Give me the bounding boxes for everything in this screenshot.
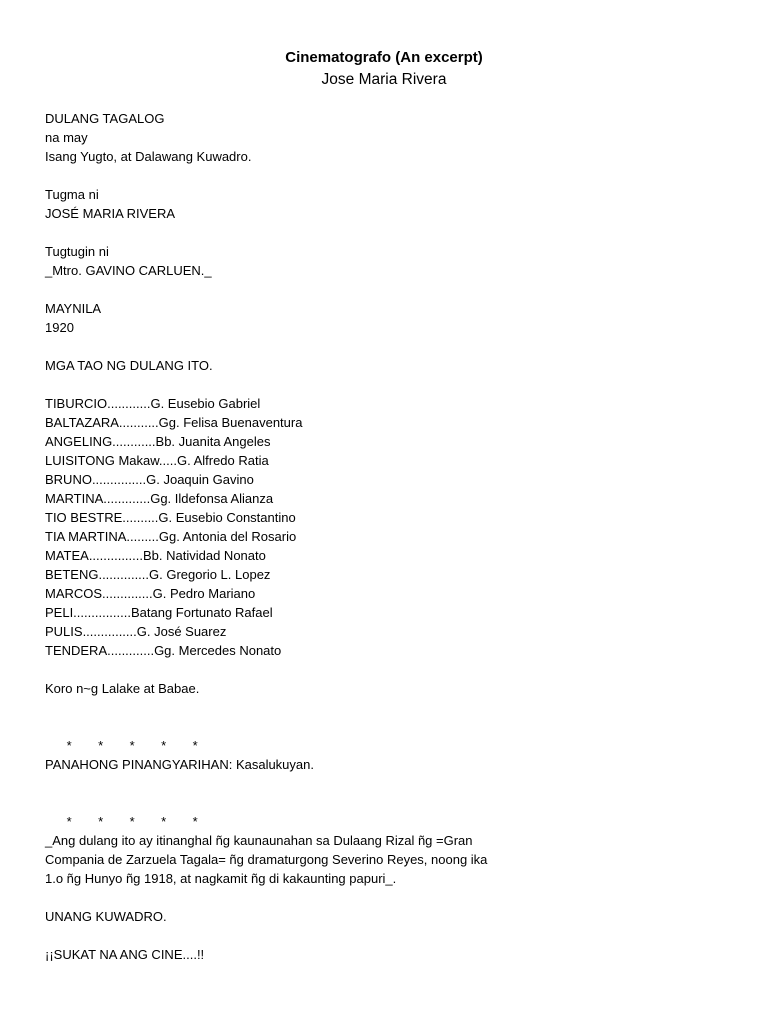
front-matter-line: JOSÉ MARIA RIVERA — [45, 206, 176, 221]
front-matter-line: Tugma ni — [45, 187, 99, 202]
cast-item: LUISITONG Makaw.....G. Alfredo Ratia — [45, 453, 269, 468]
document-body — [45, 109, 735, 964]
separator-star: * — [66, 814, 72, 829]
separator-star: * — [98, 738, 104, 753]
front-matter-line: MAYNILA — [45, 301, 102, 316]
cast-heading: MGA TAO NG DULANG ITO. — [45, 358, 213, 373]
separator-star: * — [192, 738, 198, 753]
cast-item: TIBURCIO............G. Eusebio Gabriel — [45, 396, 261, 411]
opening-line: ¡¡SUKAT NA ANG CINE....!! — [45, 947, 205, 962]
document-title: Cinematografo (An excerpt) — [285, 49, 483, 66]
separator-star: * — [98, 814, 104, 829]
front-matter-line: Tugtugin ni — [45, 244, 109, 259]
front-matter-line: na may — [45, 130, 88, 145]
cast-item: MATEA...............Bb. Natividad Nonato — [45, 548, 266, 563]
separator-star: * — [129, 814, 135, 829]
cast-list — [45, 394, 735, 660]
note-line: _Ang dulang ito ay itinanghal ñg kaunaunahan sa Dulaang Rizal ñg =Gran — [45, 833, 473, 848]
cast-item: TIO BESTRE..........G. Eusebio Constantino — [45, 510, 296, 525]
cast-item: BRUNO...............G. Joaquin Gavino — [45, 472, 254, 487]
document-author: Jose Maria Rivera — [321, 71, 447, 88]
cast-item: BETENG..............G. Gregorio L. Lopez — [45, 567, 271, 582]
cast-item: TENDERA.............Gg. Mercedes Nonato — [45, 643, 282, 658]
separator-star: * — [192, 814, 198, 829]
separator-star: * — [161, 738, 167, 753]
separator-star: * — [129, 738, 135, 753]
scene-heading: UNANG KUWADRO. — [45, 909, 167, 924]
chorus-line: Koro n~g Lalake at Babae. — [45, 681, 200, 696]
cast-item: PULIS...............G. José Suarez — [45, 624, 227, 639]
separator — [45, 717, 735, 753]
separator — [45, 793, 735, 829]
cast-item: PELI................Batang Fortunato Rafael — [45, 605, 273, 620]
note-line: Compania de Zarzuela Tagala= ñg dramaturgong Severino Reyes, noong ika — [45, 852, 488, 867]
front-matter-line: DULANG TAGALOG — [45, 111, 165, 126]
cast-item: MARTINA.............Gg. Ildefonsa Alianza — [45, 491, 274, 506]
cast-item: MARCOS..............G. Pedro Mariano — [45, 586, 256, 601]
front-matter-line: Isang Yugto, at Dalawang Kuwadro. — [45, 149, 252, 164]
cast-item: TIA MARTINA.........Gg. Antonia del Rosario — [45, 529, 297, 544]
setting-line: PANAHONG PINANGYARIHAN: Kasalukuyan. — [45, 757, 314, 772]
front-matter-line: 1920 — [45, 320, 74, 335]
front-matter-line: _Mtro. GAVINO CARLUEN._ — [45, 263, 212, 278]
cast-item: BALTAZARA...........Gg. Felisa Buenaventura — [45, 415, 303, 430]
separator-star: * — [161, 814, 167, 829]
note-line: 1.o ñg Hunyo ñg 1918, at nagkamit ñg di kakaunting papuri_. — [45, 871, 397, 886]
cast-item: ANGELING............Bb. Juanita Angeles — [45, 434, 271, 449]
separator-star: * — [66, 738, 72, 753]
